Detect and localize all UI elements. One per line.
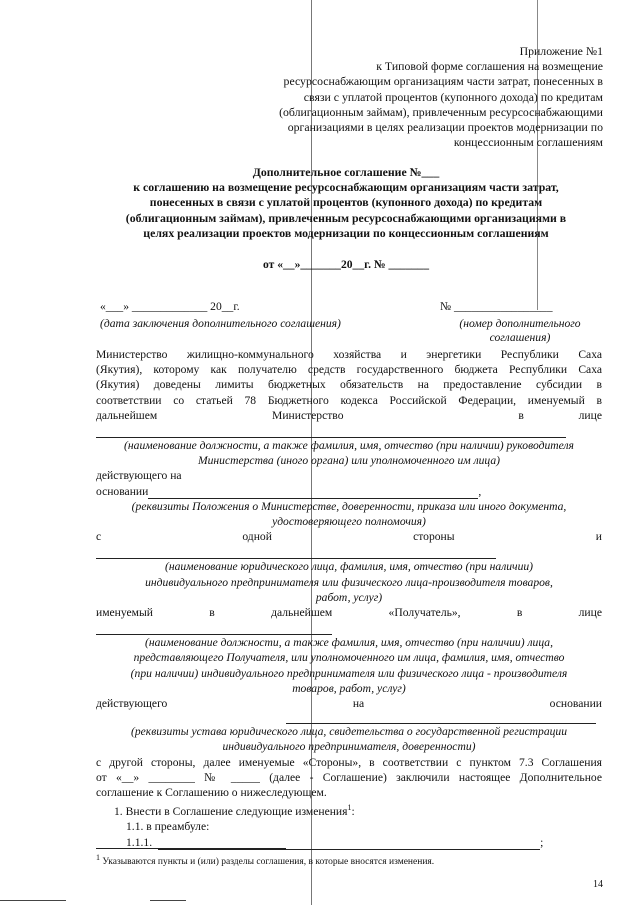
representative-caption: (наименование должности, а также фамилия, имя, отчество (при наличии) руководителя Министерства (иного органа) или уполномоченного им лица)	[124, 439, 574, 468]
agreement-body	[96, 347, 602, 850]
other-side-line: от «__» ________ № _____ (далее - Соглашение) заключили настоящее Дополнительное	[96, 770, 602, 784]
item-1: 1. Внести в Соглашение следующие изменения$^1$:	[114, 803, 355, 819]
appendix-line: к Типовой форме соглашения на возмещение	[376, 59, 603, 74]
appendix-line: ресурсоснабжающим организациям части затрат, понесенных в	[283, 74, 603, 89]
acting-on-label: действующего на	[96, 469, 182, 483]
intro-line: соответствии со статьей 78 Бюджетного кодекса Российской Федерации, именуемый в	[96, 393, 602, 407]
scan-artifact-bottom	[150, 900, 186, 901]
agreement-number: № _________________	[440, 300, 553, 313]
basis-field[interactable]	[148, 486, 478, 499]
title-line: целях реализации проектов модернизации по концессионным соглашениям	[143, 225, 549, 240]
scan-artifact-bottom	[0, 900, 66, 901]
other-side-line: с другой стороны, далее именуемые «Стороны», в соответствии с пунктом 7.3 Соглашения	[96, 755, 602, 769]
footnote-divider	[96, 848, 286, 849]
recipient-name-caption: (наименование юридического лица, фамилия, имя, отчество (при наличии) индивидуального предпринимателя или физического лица-производителя товаров, работ, услуг)	[145, 560, 553, 604]
recipient-basis-field[interactable]	[286, 711, 596, 724]
page-number: 14	[593, 879, 603, 890]
recipient-basis-caption: (реквизиты устава юридического лица, свидетельства о государственной регистрации индивидуального предпринимателя, доверенности)	[130, 725, 568, 754]
recipient-representative-caption: (наименование должности, а также фамилия, имя, отчество (при наличии) лица, представляющего Получателя, или уполномоченного им лица, фамилия, имя, отчество (при наличии) индивидуального предпринимателя или физического лица - производителя товаров, работ, услуг)	[130, 636, 568, 695]
recipient-representative-field[interactable]	[96, 620, 332, 635]
appendix-line: связи с уплатой процентов (купонного дохода) по кредитам	[303, 89, 603, 104]
representative-field[interactable]	[96, 423, 566, 438]
title-line: Дополнительное соглашение №___	[252, 165, 440, 179]
basis-caption: (реквизиты Положения о Министерстве, доверенности, приказа или иного документа, удостоверяющего полномочия)	[131, 499, 567, 529]
basis-row: основании ,	[96, 484, 482, 498]
agreement-title	[96, 165, 596, 241]
intro-line: (Якутия) доведены лимиты бюджетных обязательств на предоставление субсидии в	[96, 378, 602, 392]
intro-line: Министерство жилищно-коммунального хозяйства и энергетики Республики Саха	[96, 348, 602, 361]
appendix-line: (облигационным займам), привлеченным ресурсоснабжающими	[279, 104, 603, 119]
recipient-name-field[interactable]	[96, 544, 496, 559]
item-1-1-1: 1.1.1. ;	[126, 835, 544, 849]
appendix-title: Приложение №1	[519, 44, 603, 58]
intro-last-line: дальнейшем Министерство в лице	[96, 408, 602, 422]
title-date-line: от «__»_______20__г. № _______	[262, 258, 430, 271]
title-line: к соглашению на возмещение ресурсоснабжающим организациям части затрат,	[133, 180, 559, 195]
title-line: понесенных в связи с уплатой процентов (купонного дохода) по кредитам	[149, 195, 543, 210]
item-1-1: 1.1. в преамбуле:	[126, 820, 210, 834]
named-row: именуемый в дальнейшем «Получатель», в лице	[96, 606, 602, 620]
appendix-line: концессионным соглашениям	[453, 135, 603, 150]
conclusion-date: «___» _____________ 20__г.	[100, 300, 240, 313]
other-side-line: соглашение к Соглашению о нижеследующем.	[96, 786, 327, 800]
footnote: $^1$ Указываются пункты и (или) разделы соглашения, в которые вносятся изменения.	[96, 853, 435, 868]
title-line: (облигационным займам), привлеченным ресурсоснабжающими организациями в	[125, 210, 567, 225]
acting-basis-row: действующего на основании	[96, 697, 602, 711]
agreement-number-caption: (номер дополнительного соглашения)	[459, 317, 581, 345]
conclusion-date-caption: (дата заключения дополнительного соглашения)	[100, 317, 341, 330]
footnote-ref: 1	[347, 803, 352, 813]
one-side-row: с одной стороны и	[96, 530, 602, 544]
intro-line: (Якутия), которому как получателю средств государственного бюджета Республики Саха	[96, 363, 602, 377]
appendix-header	[183, 44, 603, 150]
appendix-line: организациями в целях реализации проектов модернизации по	[287, 120, 603, 135]
